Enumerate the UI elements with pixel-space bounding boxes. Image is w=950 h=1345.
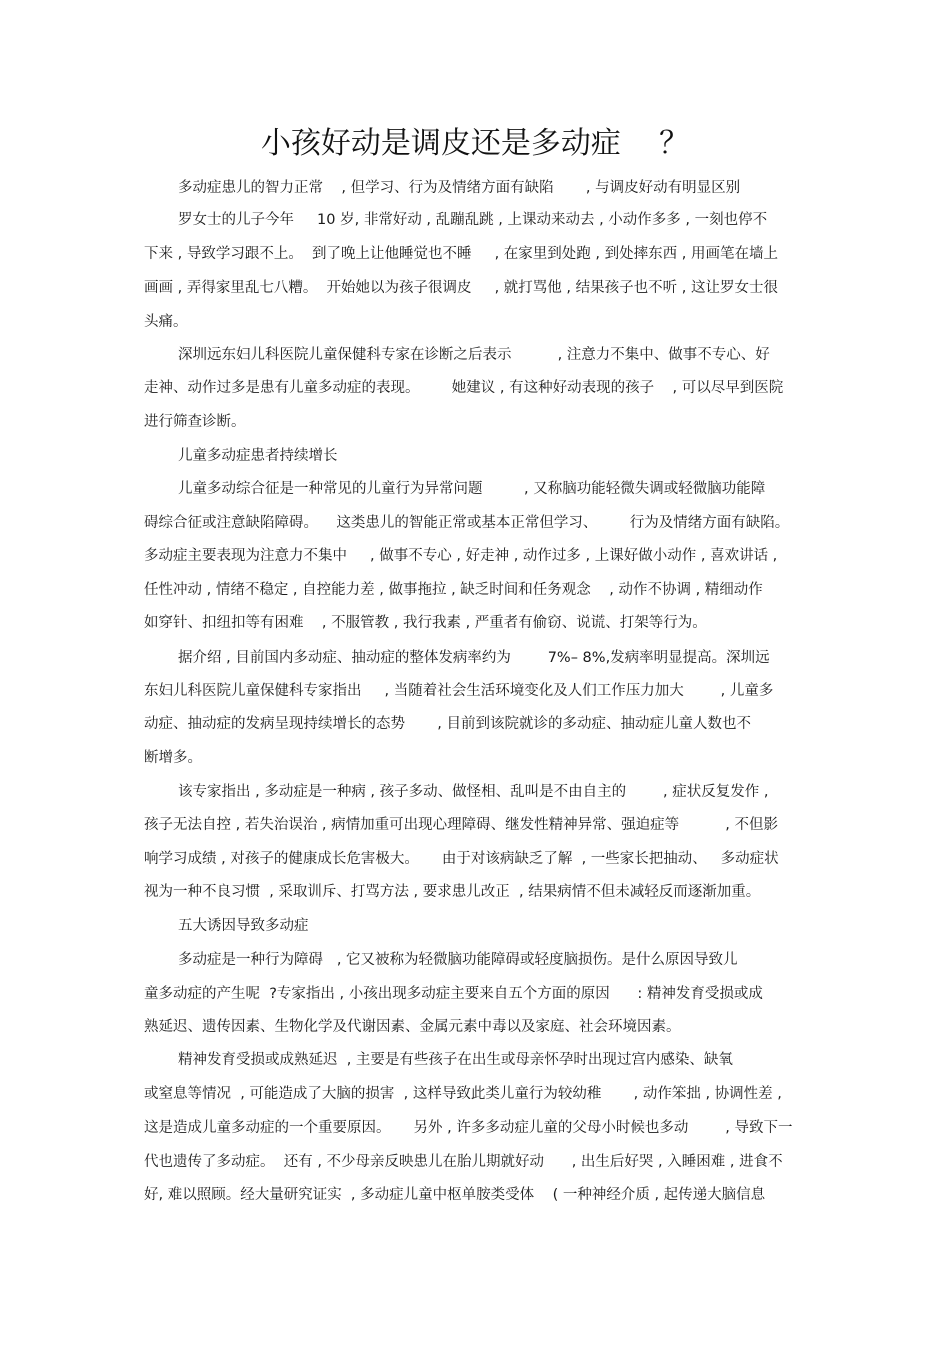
- text-line: 这是造成儿童多动症的一个重要原因。 另外 , 许多多动症儿童的父母小时候也多动 , 导致下一: [144, 1120, 793, 1136]
- text-line: 进行筛查诊断。: [144, 414, 246, 430]
- text-line: 童多动症的产生呢 ?专家指出 , 小孩出现多动症主要来自五个方面的原因 : 精神发育受损或成: [144, 986, 763, 1002]
- text-line: 动症、抽动症的发病呈现持续增长的态势 , 目前到该院就诊的多动症、抽动症儿童人数也不: [144, 716, 751, 732]
- text-line: 多动症是一种行为障碍 , 它又被称为轻微脑功能障碍或轻度脑损伤。是什么原因导致儿: [178, 952, 738, 968]
- text-line: 好, 难以照顾。经大量研究证实 , 多动症儿童中枢单胺类受体 ( 一种神经介质 , 起传递大脑信息: [144, 1187, 766, 1203]
- section-heading: 儿童多动症患者持续增长: [178, 448, 338, 464]
- text-line: 孩子无法自控 , 若失治误治 , 病情加重可出现心理障碍、继发性精神异常、强迫症等 , 不但影: [144, 817, 778, 833]
- text-line: 如穿针、扣纽扣等有困难 , 不服管教 , 我行我素 , 严重者有偷窃、说谎、打架等行为。: [144, 615, 707, 631]
- text-line: 响学习成绩 , 对孩子的健康成长危害极大。 由于对该病缺乏了解 , 一些家长把抽动、 多动症状: [144, 851, 779, 867]
- text-line: 该专家指出 , 多动症是一种病 , 孩子多动、做怪相、乱叫是不由自主的 , 症状反复发作 ,: [178, 784, 769, 800]
- text-line: 碍综合征或注意缺陷障碍。 这类患儿的智能正常或基本正常但学习、 行为及情绪方面有缺陷。: [144, 515, 790, 531]
- text-line: 断增多。: [144, 750, 202, 766]
- text-line: 走神、动作过多是患有儿童多动症的表现。 她建议 , 有这种好动表现的孩子 , 可以尽早到医院: [144, 380, 784, 396]
- text-line: 熟延迟、遗传因素、生物化学及代谢因素、金属元素中毒以及家庭、社会环境因素。: [144, 1019, 681, 1035]
- text-line: 代也遗传了多动症。 还有 , 不少母亲反映患儿在胎儿期就好动 , 出生后好哭 , 入睡困难 , 进食不: [144, 1154, 783, 1170]
- text-line: 下来 , 导致学习跟不上。 到了晚上让他睡觉也不睡 , 在家里到处跑 , 到处摔东西 , 用画笔在墙上: [144, 246, 778, 262]
- text-line: 画画 , 弄得家里乱七八糟。 开始她以为孩子很调皮 , 就打骂他 , 结果孩子也不听 , 这让罗女士很: [144, 280, 778, 296]
- text-line: 头痛。: [144, 314, 188, 330]
- page-title: 小孩好动是调皮还是多动症 ？: [260, 126, 690, 161]
- text-line: 深圳远东妇儿科医院儿童保健科专家在诊断之后表示 , 注意力不集中、做事不专心、好: [178, 347, 770, 363]
- text-line: 据介绍 , 目前国内多动症、抽动症的整体发病率约为 7%– 8%,发病率明显提高。深圳远: [178, 650, 770, 666]
- text-line: 任性冲动 , 情绪不稳定 , 自控能力差 , 做事拖拉 , 缺乏时间和任务观念 , 动作不协调 , 精细动作: [144, 582, 763, 598]
- text-line: 东妇儿科医院儿童保健科专家指出 , 当随着社会生活环境变化及人们工作压力加大 , 儿童多: [144, 683, 774, 699]
- text-line: 或窒息等情况 , 可能造成了大脑的损害 , 这样导致此类儿童行为较幼稚 , 动作笨拙 , 协调性差 ,: [144, 1086, 782, 1102]
- text-line: 多动症主要表现为注意力不集中 , 做事不专心 , 好走神 , 动作过多 , 上课好做小动作 , 喜欢讲话 ,: [144, 548, 778, 564]
- text-line: 儿童多动综合征是一种常见的儿童行为异常问题 , 又称脑功能轻微失调或轻微脑功能障: [178, 481, 766, 497]
- text-line: 多动症患儿的智力正常 , 但学习、行为及情绪方面有缺陷 , 与调皮好动有明显区别: [178, 180, 741, 196]
- text-line: 罗女士的儿子今年 10 岁, 非常好动 , 乱蹦乱跳 , 上课动来动去 , 小动作多多 , 一刻也停不: [178, 212, 768, 228]
- section-heading: 五大诱因导致多动症: [178, 918, 309, 934]
- text-line: 视为一种不良习惯 , 采取训斥、打骂方法 , 要求患儿改正 , 结果病情不但未减轻反而逐渐加重。: [144, 884, 761, 900]
- text-line: 精神发育受损或成熟延迟 , 主要是有些孩子在出生或母亲怀孕时出现过宫内感染、缺氧: [178, 1052, 733, 1068]
